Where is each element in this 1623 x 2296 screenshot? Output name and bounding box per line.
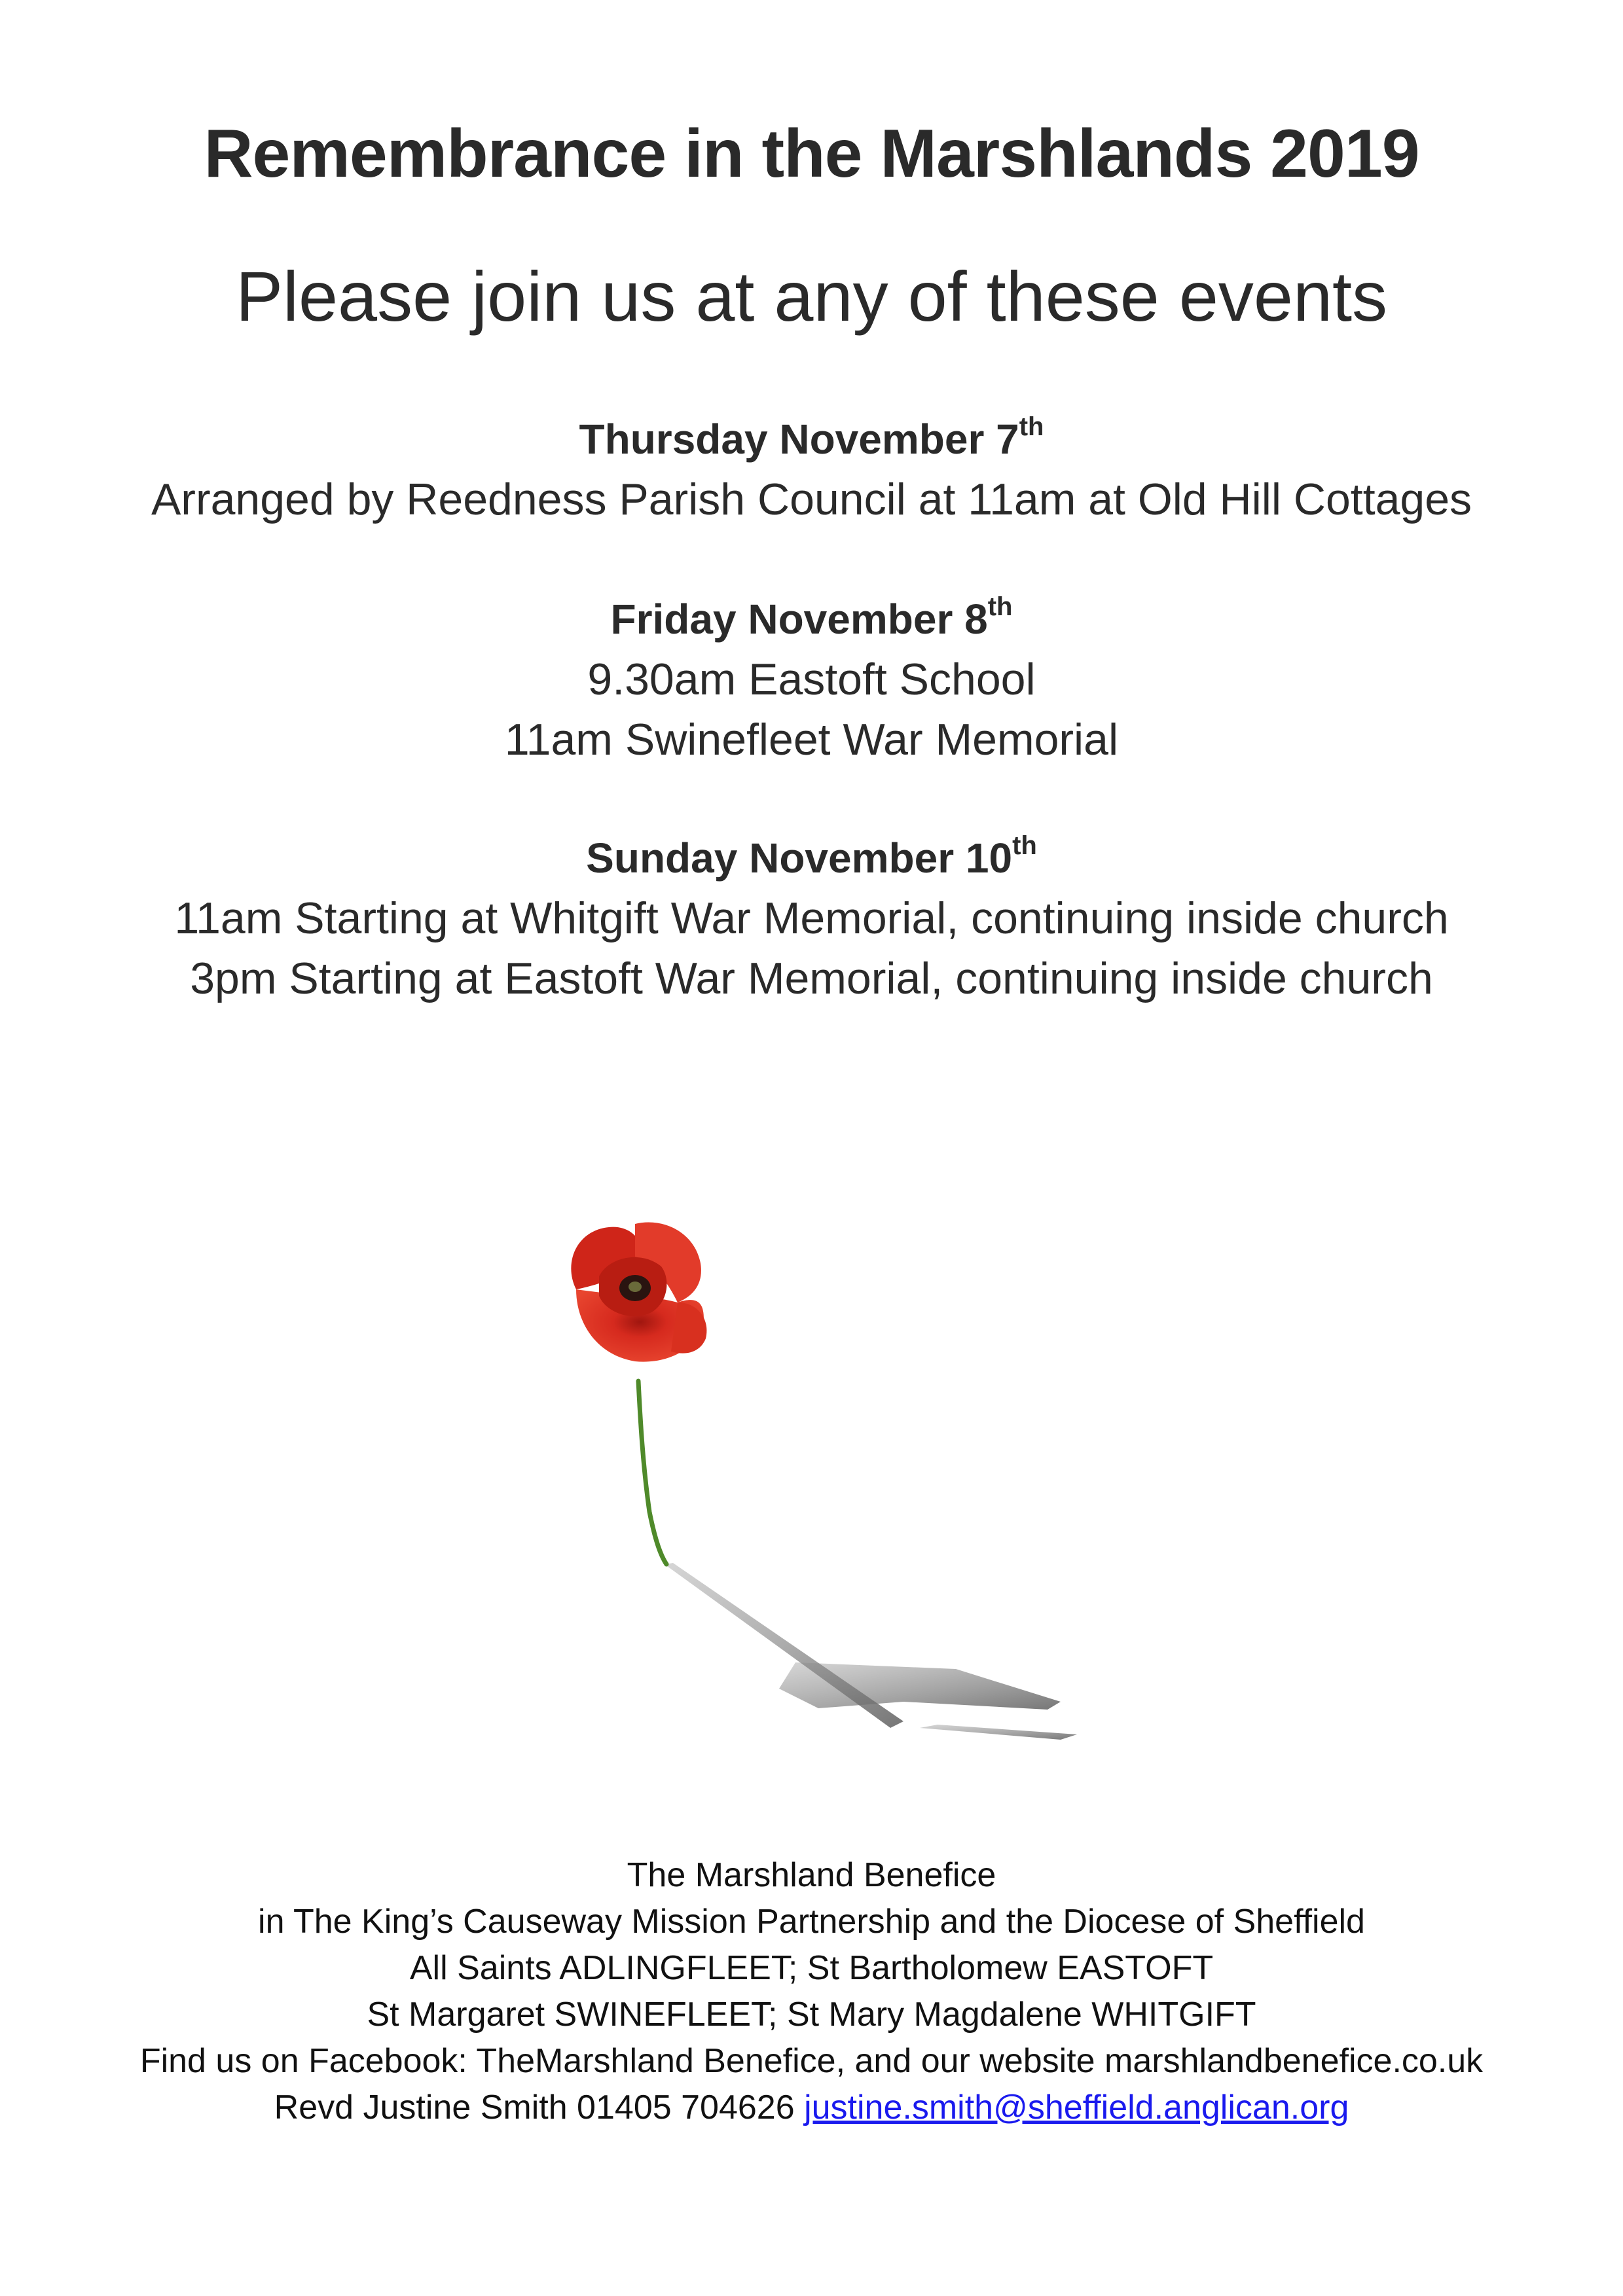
event-detail-line: 11am Swinefleet War Memorial [504,715,1119,764]
footer-contact [0,2085,1623,2131]
event-detail-line: 3pm Starting at Eastoft War Memorial, continuing inside church [190,954,1433,1003]
event-detail-line: 9.30am Eastoft School [587,655,1036,704]
event-detail-line: 11am Starting at Whitgift War Memorial, continuing inside church [174,893,1449,943]
footer-partnership: in The King’s Causeway Mission Partnership and the Diocese of Sheffield [258,1903,1365,1941]
event-thursday [0,409,1623,529]
footer-contact-prefix: Revd Justine Smith 01405 704626 [274,2089,805,2126]
event-day-heading: Thursday November 7th [579,412,1044,463]
footer-benefice: The Marshland Benefice [627,1856,996,1894]
event-day-heading: Friday November 8th [610,592,1013,643]
footer-social: Find us on Facebook: TheMarshland Benefice, and our website marshlandbenefice.co.uk [139,2042,1484,2080]
poppy-with-cross-shadow-icon [537,1204,1087,1767]
footer-churches-line-1: All Saints ADLINGFLEET; St Bartholomew EASTOFT [409,1949,1214,1987]
email-link[interactable]: justine.smith@sheffield.anglican.org [804,2089,1349,2126]
event-day-heading: Sunday November 10th [586,831,1037,882]
event-friday [0,589,1623,770]
poppy-stem [638,1381,666,1564]
event-detail-line: Arranged by Reedness Parish Council at 11am at Old Hill Cottages [151,475,1472,524]
footer-churches-line-2: St Margaret SWINEFLEET; St Mary Magdalene WHITGIFT [367,1996,1256,2034]
event-sunday [0,828,1623,1009]
cross-shadow [665,1563,1077,1740]
footer-info [0,1852,1623,2131]
page-title: Remembrance in the Marshlands 2019 [204,116,1419,192]
page-subtitle: Please join us at any of these events [235,257,1388,336]
poppy-petals [571,1223,706,1362]
